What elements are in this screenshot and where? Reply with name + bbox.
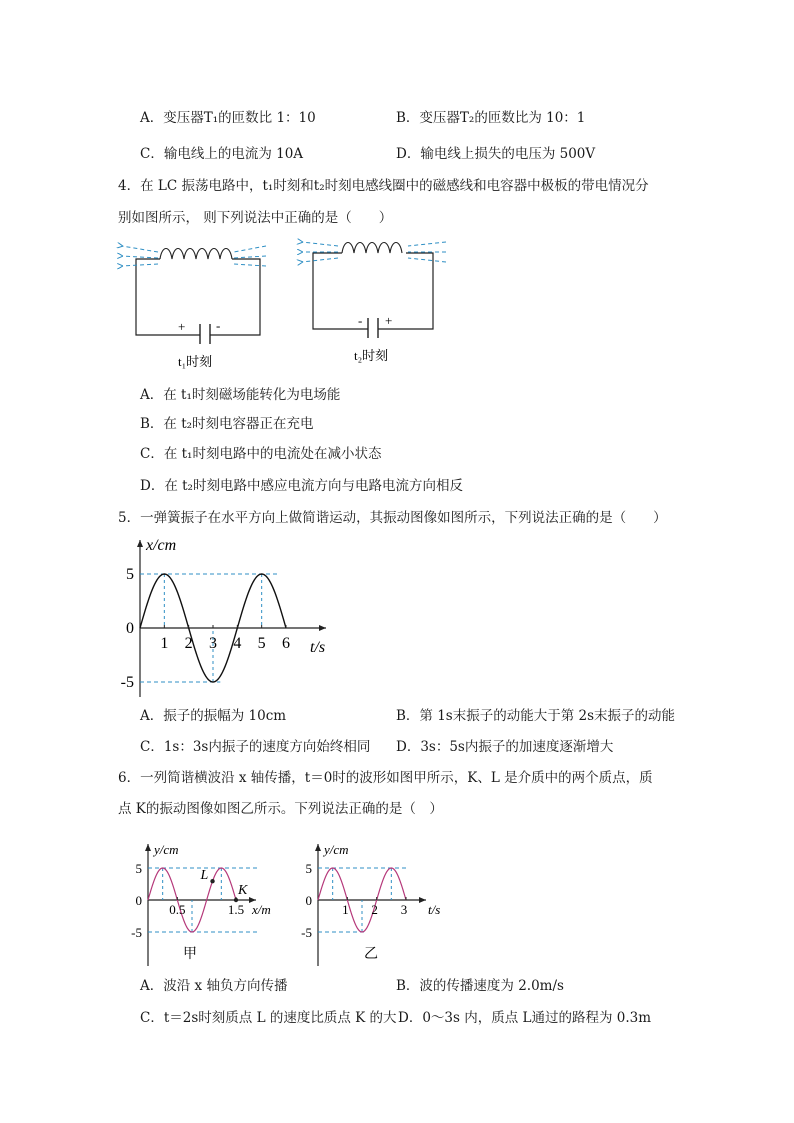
- q5-vibration-graph-xtick-2: 2: [184, 635, 193, 652]
- t1-minus-sign: -: [216, 318, 221, 333]
- q6-vibration-yi-xtick-3: 3: [400, 902, 408, 917]
- q6-point-L: [210, 879, 214, 883]
- q3-option-a: A．变压器T₁的匝数比 1：10: [140, 110, 316, 126]
- q5-option-c: C．1s：3s内振子的速度方向始终相同: [140, 739, 371, 755]
- q6-wave-jia-ytick-0: 0: [135, 893, 142, 908]
- q6-wave-jia-xlabel: x/m: [252, 902, 271, 917]
- t2-caption: t₂时刻: [354, 348, 389, 363]
- q6-wave-jia-xtick-1.5: 1.5: [227, 902, 245, 917]
- q6-vibration-yi-y-axis-arrow: [315, 844, 321, 851]
- circuit-t1: [122, 246, 266, 369]
- q3-option-b: B．变压器T₂的匝数比为 10：1: [396, 110, 586, 126]
- q5-vibration-graph-x-axis-arrow: [319, 625, 326, 631]
- q6-vibration-yi-ytick-0: 0: [305, 893, 312, 908]
- q4-lc-circuit-figure: [110, 236, 460, 372]
- t2-plus-sign: +: [385, 313, 393, 328]
- q6-label-L: L: [200, 868, 209, 884]
- q4-option-a: A．在 t₁时刻磁场能转化为电场能: [140, 387, 341, 403]
- q5-vibration-graph-xtick-6: 6: [282, 635, 290, 652]
- q6-stem-line2: 点 K的振动图像如图乙所示。下列说法正确的是（ ）: [118, 801, 443, 817]
- t1-plus-sign: +: [178, 319, 186, 334]
- q6-stem-line1: 6．一列简谐横波沿 x 轴传播，t＝0时的波形如图甲所示，K、L 是介质中的两个质点，质: [118, 770, 653, 786]
- q4-stem-line2: 别如图所示， 则下列说法中正确的是（ ）: [118, 210, 393, 226]
- q6-wave-jia-y-axis-arrow: [145, 844, 151, 851]
- q6-wave-jia-ytick-5: 5: [135, 861, 142, 876]
- q6-option-b: B．波的传播速度为 2.0m/s: [396, 978, 564, 994]
- t1-caption: t₁时刻: [178, 354, 213, 369]
- q6-vibration-yi-ylabel: y/cm: [324, 842, 349, 857]
- q5-vibration-graph-xtick-4: 4: [233, 635, 242, 652]
- q5-option-a: A．振子的振幅为 10cm: [140, 708, 287, 724]
- q5-option-d: D．3s：5s内振子的加速度逐渐增大: [396, 739, 614, 755]
- q6-label-K: K: [238, 883, 248, 898]
- q6-vibration-yi-ytick--5: -5: [301, 925, 312, 940]
- q6-wave-jia-xtick-0.5: 0.5: [169, 902, 186, 917]
- q5-vibration-graph-xtick-1: 1: [160, 635, 169, 652]
- q6-caption-yi: 乙: [364, 947, 378, 962]
- t2-minus-sign: -: [358, 313, 363, 328]
- q6-vibration-yi-ytick-5: 5: [305, 861, 312, 876]
- q4-option-d: D．在 t₂时刻电路中感应电流方向与电路电流方向相反: [140, 478, 463, 494]
- q6-option-d: D．0～3s 内，质点 L通过的路程为 0.3m: [398, 1010, 652, 1026]
- q5-stem: 5．一弹簧振子在水平方向上做简谐运动，其振动图像如图所示，下列说法正确的是（ ）: [118, 510, 667, 526]
- q6-wave-jia-ytick--5: -5: [131, 925, 142, 940]
- q5-vibration-graph-y-axis-arrow: [137, 540, 143, 547]
- q6-vibration-chart-yi: [298, 838, 458, 966]
- q4-option-c: C．在 t₁时刻电路中的电流处在减小状态: [140, 446, 382, 462]
- q6-point-K: [234, 898, 238, 902]
- q5-vibration-graph-xtick-3: 3: [209, 635, 217, 652]
- q6-wave-jia-ylabel: y/cm: [154, 842, 179, 857]
- q5-option-b: B．第 1s末振子的动能大于第 2s末振子的动能: [396, 708, 676, 724]
- q3-option-d: D．输电线上损失的电压为 500V: [396, 146, 596, 162]
- q5-vibration-graph-ytick--5: -5: [120, 674, 134, 691]
- q6-vibration-yi-xtick-2: 2: [371, 902, 378, 917]
- q6-vibration-yi-xtick-1: 1: [342, 902, 349, 917]
- q5-vibration-chart: [115, 535, 355, 697]
- q3-option-c: C．输电线上的电流为 10A: [140, 146, 304, 162]
- q5-vibration-graph-ytick-5: 5: [126, 566, 134, 583]
- q4-option-b: B．在 t₂时刻电容器正在充电: [140, 416, 314, 432]
- q5-vibration-graph-xlabel: t/s: [310, 639, 326, 656]
- q5-vibration-graph-xtick-5: 5: [257, 635, 266, 652]
- q5-vibration-graph-ytick-0: 0: [126, 620, 134, 637]
- q5-vibration-graph-ylabel: x/cm: [146, 537, 177, 554]
- q6-wave-chart-jia: [128, 838, 288, 966]
- q6-option-a: A．波沿 x 轴负方向传播: [140, 978, 288, 994]
- q6-vibration-yi-x-axis-arrow: [419, 897, 426, 903]
- circuit-t2: [302, 242, 446, 363]
- q6-option-c: C．t＝2s时刻质点 L 的速度比质点 K 的大: [140, 1010, 397, 1026]
- q6-vibration-yi-xlabel: t/s: [428, 902, 441, 917]
- q4-stem-line1: 4．在 LC 振荡电路中，t₁时刻和t₂时刻电感线圈中的磁感线和电容器中极板的带电情况分: [118, 178, 649, 194]
- q6-caption-jia: 甲: [183, 947, 197, 962]
